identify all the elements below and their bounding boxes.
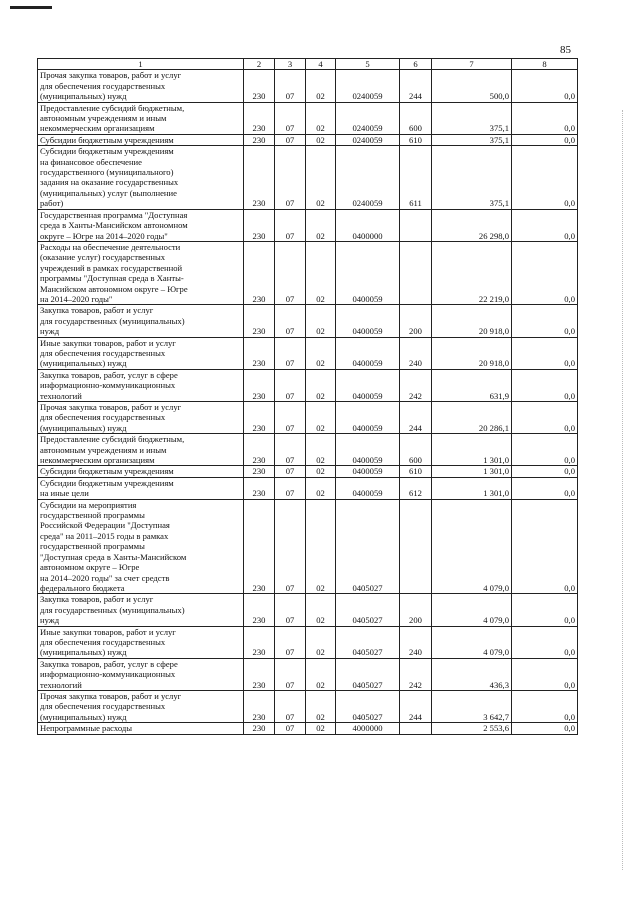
expense-name-cell: Прочая закупка товаров, работ и услуг для обеспечения государственных (муниципальных) нужд (38, 690, 244, 722)
amount-cell: 22 219,0 (432, 241, 512, 304)
target-article-cell: 0400059 (336, 241, 400, 304)
subsection-code-cell: 02 (306, 499, 336, 594)
subsection-code-cell: 02 (306, 337, 336, 369)
expense-name-cell: Иные закупки товаров, работ и услуг для обеспечения государственных (муниципальных) нужд (38, 337, 244, 369)
expense-type-cell (400, 209, 432, 241)
amount-cell: 1 301,0 (432, 466, 512, 477)
expense-name-cell: Прочая закупка товаров, работ и услуг для обеспечения государственных (муниципальных) нужд (38, 70, 244, 102)
subsection-code-cell: 02 (306, 594, 336, 626)
amount-cell: 26 298,0 (432, 209, 512, 241)
subsection-code-cell: 02 (306, 434, 336, 466)
page-number: 85 (560, 44, 571, 56)
amount-federal-cell: 0,0 (512, 146, 578, 209)
column-header: 6 (400, 59, 432, 70)
amount-federal-cell: 0,0 (512, 434, 578, 466)
scan-margin-artifact (622, 110, 624, 870)
table-row (38, 658, 578, 690)
table-row (38, 305, 578, 337)
table-row (38, 499, 578, 594)
amount-cell: 20 286,1 (432, 402, 512, 434)
target-article-cell: 0400059 (336, 369, 400, 401)
ministry-code-cell: 230 (244, 466, 275, 477)
expense-name-cell: Предоставление субсидий бюджетным, автономным учреждениям и иным некоммерческим организациям (38, 434, 244, 466)
target-article-cell: 0240059 (336, 146, 400, 209)
ministry-code-cell: 230 (244, 70, 275, 102)
subsection-code-cell: 02 (306, 369, 336, 401)
section-code-cell: 07 (275, 626, 306, 658)
ministry-code-cell: 230 (244, 434, 275, 466)
section-code-cell: 07 (275, 209, 306, 241)
expense-type-cell (400, 241, 432, 304)
subsection-code-cell: 02 (306, 102, 336, 134)
section-code-cell: 07 (275, 658, 306, 690)
ministry-code-cell: 230 (244, 690, 275, 722)
table-row (38, 102, 578, 134)
section-code-cell: 07 (275, 594, 306, 626)
expense-type-cell: 600 (400, 102, 432, 134)
subsection-code-cell: 02 (306, 134, 336, 145)
amount-federal-cell: 0,0 (512, 102, 578, 134)
amount-federal-cell: 0,0 (512, 723, 578, 734)
target-article-cell: 4000000 (336, 723, 400, 734)
expense-name-cell: Иные закупки товаров, работ и услуг для обеспечения государственных (муниципальных) нужд (38, 626, 244, 658)
subsection-code-cell: 02 (306, 658, 336, 690)
ministry-code-cell: 230 (244, 499, 275, 594)
amount-federal-cell: 0,0 (512, 658, 578, 690)
expense-name-cell: Субсидии бюджетным учреждениям на иные цели (38, 477, 244, 499)
expense-name-cell: Непрограммные расходы (38, 723, 244, 734)
expense-type-cell: 242 (400, 369, 432, 401)
target-article-cell: 0400059 (336, 337, 400, 369)
amount-federal-cell: 0,0 (512, 369, 578, 401)
target-article-cell: 0405027 (336, 626, 400, 658)
section-code-cell: 07 (275, 690, 306, 722)
expense-type-cell (400, 723, 432, 734)
expense-name-cell: Субсидии бюджетным учреждениям (38, 134, 244, 145)
expense-type-cell: 244 (400, 70, 432, 102)
section-code-cell: 07 (275, 477, 306, 499)
amount-cell: 375,1 (432, 102, 512, 134)
amount-federal-cell: 0,0 (512, 241, 578, 304)
expense-type-cell: 244 (400, 690, 432, 722)
amount-federal-cell: 0,0 (512, 626, 578, 658)
scan-top-mark (10, 6, 52, 9)
column-header: 3 (275, 59, 306, 70)
amount-cell: 2 553,6 (432, 723, 512, 734)
ministry-code-cell: 230 (244, 594, 275, 626)
table-row (38, 626, 578, 658)
table-body (38, 70, 578, 734)
target-article-cell: 0400000 (336, 209, 400, 241)
table-row (38, 146, 578, 209)
section-code-cell: 07 (275, 146, 306, 209)
expense-type-cell: 612 (400, 477, 432, 499)
expense-type-cell: 610 (400, 134, 432, 145)
target-article-cell: 0400059 (336, 434, 400, 466)
subsection-code-cell: 02 (306, 723, 336, 734)
amount-cell: 375,1 (432, 146, 512, 209)
expense-type-cell: 600 (400, 434, 432, 466)
table-row (38, 594, 578, 626)
subsection-code-cell: 02 (306, 305, 336, 337)
amount-federal-cell: 0,0 (512, 499, 578, 594)
column-header: 5 (336, 59, 400, 70)
section-code-cell: 07 (275, 70, 306, 102)
expense-name-cell: Субсидии бюджетным учреждениям (38, 466, 244, 477)
table-row (38, 241, 578, 304)
amount-cell: 4 079,0 (432, 594, 512, 626)
ministry-code-cell: 230 (244, 102, 275, 134)
expense-name-cell: Предоставление субсидий бюджетным, автономным учреждениям и иным некоммерческим организациям (38, 102, 244, 134)
table-row (38, 477, 578, 499)
ministry-code-cell: 230 (244, 626, 275, 658)
target-article-cell: 0400059 (336, 466, 400, 477)
target-article-cell: 0405027 (336, 594, 400, 626)
amount-federal-cell: 0,0 (512, 402, 578, 434)
target-article-cell: 0405027 (336, 499, 400, 594)
expense-name-cell: Закупка товаров, работ, услуг в сфере информационно-коммуникационных технологий (38, 369, 244, 401)
amount-federal-cell: 0,0 (512, 337, 578, 369)
target-article-cell: 0400059 (336, 477, 400, 499)
subsection-code-cell: 02 (306, 70, 336, 102)
target-article-cell: 0240059 (336, 134, 400, 145)
table-row (38, 70, 578, 102)
expense-name-cell: Субсидии бюджетным учреждениям на финансовое обеспечение государственного (муниципального) задания на оказание государственных (муниципальных) услуг (выполнение работ) (38, 146, 244, 209)
amount-federal-cell: 0,0 (512, 594, 578, 626)
section-code-cell: 07 (275, 723, 306, 734)
table-row (38, 723, 578, 734)
subsection-code-cell: 02 (306, 477, 336, 499)
ministry-code-cell: 230 (244, 209, 275, 241)
ministry-code-cell: 230 (244, 241, 275, 304)
target-article-cell: 0405027 (336, 690, 400, 722)
table-row (38, 402, 578, 434)
expense-name-cell: Закупка товаров, работ и услуг для государственных (муниципальных) нужд (38, 594, 244, 626)
ministry-code-cell: 230 (244, 337, 275, 369)
expense-name-cell: Прочая закупка товаров, работ и услуг для обеспечения государственных (муниципальных) нужд (38, 402, 244, 434)
section-code-cell: 07 (275, 102, 306, 134)
amount-federal-cell: 0,0 (512, 305, 578, 337)
target-article-cell: 0400059 (336, 402, 400, 434)
expense-name-cell: Закупка товаров, работ, услуг в сфере информационно-коммуникационных технологий (38, 658, 244, 690)
table-row (38, 134, 578, 145)
amount-federal-cell: 0,0 (512, 209, 578, 241)
table-header-row (38, 59, 578, 70)
amount-cell: 3 642,7 (432, 690, 512, 722)
target-article-cell: 0400059 (336, 305, 400, 337)
amount-cell: 631,9 (432, 369, 512, 401)
target-article-cell: 0240059 (336, 102, 400, 134)
expense-type-cell (400, 499, 432, 594)
amount-cell: 375,1 (432, 134, 512, 145)
target-article-cell: 0405027 (336, 658, 400, 690)
expense-type-cell: 242 (400, 658, 432, 690)
amount-cell: 20 918,0 (432, 337, 512, 369)
ministry-code-cell: 230 (244, 723, 275, 734)
expense-type-cell: 244 (400, 402, 432, 434)
expense-name-cell: Закупка товаров, работ и услуг для государственных (муниципальных) нужд (38, 305, 244, 337)
amount-cell: 436,3 (432, 658, 512, 690)
amount-cell: 4 079,0 (432, 499, 512, 594)
amount-federal-cell: 0,0 (512, 134, 578, 145)
amount-federal-cell: 0,0 (512, 70, 578, 102)
section-code-cell: 07 (275, 134, 306, 145)
expense-name-cell: Государственная программа "Доступная среда в Ханты-Мансийском автономном округе – Югре на 2014–2020 годы" (38, 209, 244, 241)
column-header: 1 (38, 59, 244, 70)
target-article-cell: 0240059 (336, 70, 400, 102)
section-code-cell: 07 (275, 434, 306, 466)
amount-cell: 500,0 (432, 70, 512, 102)
column-header: 4 (306, 59, 336, 70)
section-code-cell: 07 (275, 241, 306, 304)
table-row (38, 466, 578, 477)
section-code-cell: 07 (275, 402, 306, 434)
expense-type-cell: 611 (400, 146, 432, 209)
expense-type-cell: 610 (400, 466, 432, 477)
expense-name-cell: Расходы на обеспечение деятельности (оказание услуг) государственных учреждений в рамках государственной программы "Доступная среда в Ханты- Мансийском автономном округе – Югре на 2014–2020 годы" (38, 241, 244, 304)
section-code-cell: 07 (275, 369, 306, 401)
amount-federal-cell: 0,0 (512, 690, 578, 722)
ministry-code-cell: 230 (244, 134, 275, 145)
table-row (38, 337, 578, 369)
table-row (38, 690, 578, 722)
ministry-code-cell: 230 (244, 146, 275, 209)
table-row (38, 209, 578, 241)
column-header: 2 (244, 59, 275, 70)
column-header: 7 (432, 59, 512, 70)
amount-cell: 20 918,0 (432, 305, 512, 337)
amount-federal-cell: 0,0 (512, 466, 578, 477)
expense-name-cell: Субсидии на мероприятия государственной программы Российской Федерации "Доступная среда" на 2011–2015 годы в рамках государственной программы "Доступная среда в Ханты-Мансийском автономном округе – Югре на 2014–2020 годы" за счет средств федерального бюджета (38, 499, 244, 594)
subsection-code-cell: 02 (306, 402, 336, 434)
table-row (38, 434, 578, 466)
column-header: 8 (512, 59, 578, 70)
amount-cell: 4 079,0 (432, 626, 512, 658)
amount-cell: 1 301,0 (432, 434, 512, 466)
expense-type-cell: 240 (400, 337, 432, 369)
ministry-code-cell: 230 (244, 477, 275, 499)
subsection-code-cell: 02 (306, 241, 336, 304)
section-code-cell: 07 (275, 305, 306, 337)
table-row (38, 369, 578, 401)
expense-type-cell: 240 (400, 626, 432, 658)
ministry-code-cell: 230 (244, 658, 275, 690)
amount-cell: 1 301,0 (432, 477, 512, 499)
section-code-cell: 07 (275, 337, 306, 369)
section-code-cell: 07 (275, 466, 306, 477)
subsection-code-cell: 02 (306, 146, 336, 209)
subsection-code-cell: 02 (306, 626, 336, 658)
expense-type-cell: 200 (400, 305, 432, 337)
budget-table (37, 58, 578, 735)
amount-federal-cell: 0,0 (512, 477, 578, 499)
ministry-code-cell: 230 (244, 369, 275, 401)
subsection-code-cell: 02 (306, 209, 336, 241)
section-code-cell: 07 (275, 499, 306, 594)
ministry-code-cell: 230 (244, 402, 275, 434)
expense-type-cell: 200 (400, 594, 432, 626)
subsection-code-cell: 02 (306, 466, 336, 477)
subsection-code-cell: 02 (306, 690, 336, 722)
ministry-code-cell: 230 (244, 305, 275, 337)
